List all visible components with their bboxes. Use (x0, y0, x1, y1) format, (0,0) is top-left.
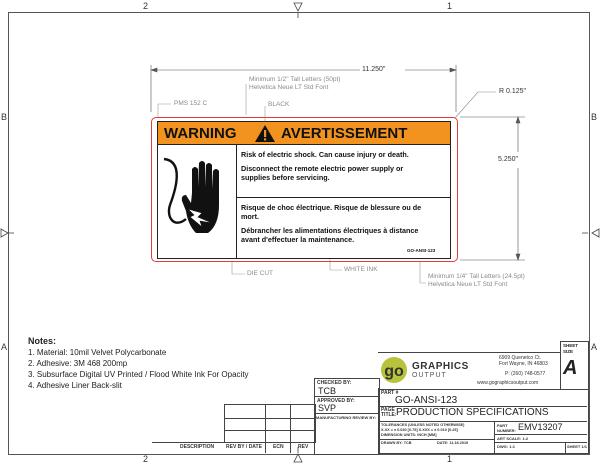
note-item: 3. Subsurface Digital UV Printed / Flood White Ink For Opacity (28, 370, 249, 379)
label-divider (237, 197, 450, 198)
header-avertissement: AVERTISSEMENT (281, 125, 408, 142)
french-warning-line-1a: Risque de choc électrique. Risque de blessure ou de (241, 203, 422, 212)
radius-dimension: R 0.125" (499, 88, 527, 95)
checked-by-value: TCB (318, 386, 336, 396)
note-item: 1. Material: 10mil Velvet Polycarbonate (28, 348, 167, 357)
callout-tall-letters-top-2: Helvetica Neue LT Std Font (249, 84, 329, 91)
zone-bottom-1: 1 (447, 454, 453, 464)
company-name-2: OUTPUT (412, 372, 447, 379)
drawing-date: DATE: 11.18.2019 (437, 441, 469, 445)
zone-left-b: B (1, 112, 8, 122)
rev-header-rev: REV (298, 444, 309, 450)
zone-bottom-2: 2 (143, 454, 149, 464)
checked-by-label: CHECKED BY: (317, 380, 352, 386)
graphics-output-logo-icon (379, 355, 409, 385)
label-code: GO-ANSI-123 (407, 248, 436, 253)
sheet-number: SHEET 1/1 (567, 444, 588, 449)
zone-top-1: 1 (447, 1, 453, 11)
notes (28, 336, 249, 391)
callout-tall-letters-bottom-1: Minimum 1/4" Tall Letters (24.5pt) (428, 273, 525, 280)
company-name-1: GRAPHICS (412, 361, 469, 372)
zone-right-b: B (591, 112, 598, 122)
company-phone: P: (260) 748-0577 (505, 371, 546, 377)
callout-white-ink: WHITE INK (344, 266, 378, 273)
zone-top-2: 2 (143, 1, 149, 11)
note-item: 2. Adhesive: 3M 468 200mp (28, 359, 128, 368)
width-dimension: 11.250" (362, 66, 386, 73)
callout-tall-letters-top-1: Minimum 1/2" Tall Letters (50pt) (249, 76, 341, 83)
rev-header-description: DESCRIPTION (180, 444, 215, 450)
art-scale: ART SCALE: 1:2 (497, 436, 529, 441)
zone-left-a: A (1, 342, 8, 352)
warning-label (157, 121, 451, 259)
center-mark-left (1, 229, 8, 237)
company-address-1: 6909 Quenetco Ct. (499, 355, 541, 361)
svg-text:go: go (384, 363, 404, 380)
warning-triangle-icon (254, 123, 276, 143)
part-number-value: EMV13207 (518, 422, 563, 432)
revision-table (224, 404, 316, 443)
part-number-label: PART NUMBER: (497, 423, 516, 433)
callout-black: BLACK (268, 101, 290, 108)
page-title-label: PAGE TITLE: (381, 407, 397, 418)
company-website[interactable]: www.gographicsoutput.com (477, 380, 539, 386)
notes-title: Notes: (28, 336, 57, 346)
center-mark-bottom (294, 454, 302, 462)
english-warning-line-2b: supplies before servicing. (241, 173, 330, 182)
callout-pms: PMS 152 C (174, 100, 208, 107)
approved-by-label: APPROVED BY: (317, 398, 355, 404)
manufacturing-review-label: MANUFACTURING REVIEW BY: (316, 415, 376, 420)
rev-header-ecn: ECN (273, 444, 284, 450)
approved-by-value: SVP (318, 403, 337, 413)
drawn-by: DRAWN BY: TCB (381, 441, 412, 445)
part-value: GO-ANSI-123 (395, 395, 458, 406)
center-mark-top (294, 3, 302, 11)
center-mark-right (592, 229, 599, 237)
dimension-units: DIMENSION UNITS: INCH [MM] (381, 433, 437, 437)
rev-header-rev-by-date: REV BY / DATE (226, 444, 262, 450)
sheet-size-label: SHEET SIZE (563, 343, 579, 354)
french-warning-line-2a: Débrancher les alimentations électriques à distance (241, 226, 419, 235)
part-label: PART # (381, 390, 399, 396)
french-warning-line-2b: avant d'effectuer la maintenance. (241, 235, 355, 244)
note-item: 4. Adhesive Liner Back-slit (28, 381, 122, 390)
height-dimension: 5.250" (498, 156, 519, 163)
callout-tall-letters-bottom-2: Helvetica Neue LT Std Font (428, 281, 508, 288)
zone-right-a: A (591, 342, 598, 352)
tolerances-label: TOLERANCES (UNLESS NOTED OTHERWISE) (381, 423, 465, 427)
page-title-value: PRODUCTION SPECIFICATIONS (396, 407, 549, 418)
callout-die-cut: DIE CUT (247, 270, 273, 277)
header-warning: WARNING (164, 125, 237, 142)
english-warning-line-1: Risk of electric shock. Can cause injury or death. (241, 150, 409, 159)
dwg-scale: DWG: 1:1 (497, 444, 515, 449)
english-warning-line-2a: Disconnect the remote electric power supply or (241, 164, 404, 173)
sheet-size-value: A (563, 357, 578, 379)
electric-shock-hand-icon (158, 145, 237, 258)
french-warning-line-1b: mort. (241, 212, 259, 221)
tolerances-values: X.XX = ± 0.030 [0.75] X.XXX = ± 0.010 [0.25] (381, 428, 458, 432)
label-header (158, 122, 450, 145)
company-address-2: Fort Wayne, IN 46803 (499, 361, 548, 367)
